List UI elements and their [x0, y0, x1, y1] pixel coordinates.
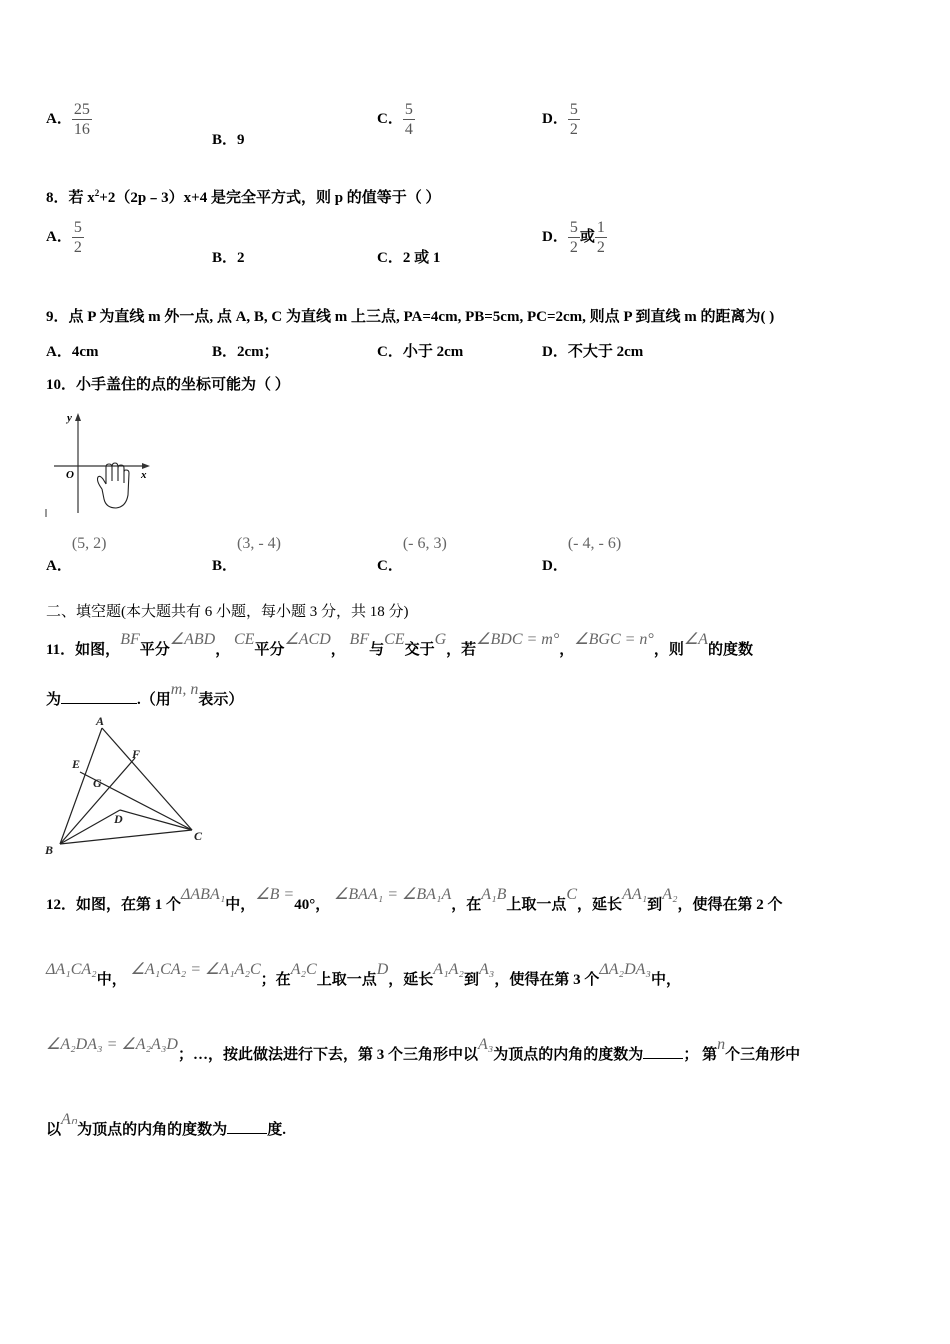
- answer-blank[interactable]: [643, 1044, 683, 1059]
- label-f: F: [132, 747, 141, 761]
- fraction: $\frac{5}{2}$: [73, 219, 82, 256]
- section-heading: 二、填空题(本大题共有 6 小题，每小题 3 分，共 18 分): [46, 604, 409, 620]
- q10-option-a[interactable]: A．(5, 2): [46, 535, 107, 574]
- q7-option-d[interactable]: D． $\frac{5}{2}$: [542, 101, 578, 138]
- fraction: $\frac{1}{2}$: [596, 219, 605, 256]
- fraction: $\frac{5}{2}$: [569, 101, 578, 138]
- label-g: G: [93, 776, 102, 790]
- label-e: E: [72, 757, 81, 771]
- q11-stem-line1: 11．如图，BF平分∠ABD， CE平分∠ACD， BF与CE交于G，若∠BDC = m°，∠BGC = n°，则∠A的度数: [46, 631, 753, 658]
- q10-option-d[interactable]: D．(- 4, - 6): [542, 535, 622, 574]
- q7-option-c[interactable]: C． $\frac{5}{4}$: [377, 101, 413, 138]
- q7-option-a[interactable]: A． $\frac{25}{16}$: [46, 101, 90, 138]
- q10-stem: 10．小手盖住的点的坐标可能为（ ）: [46, 377, 290, 393]
- fraction: $\frac{5}{2}$: [569, 219, 578, 256]
- origin-label: O: [66, 469, 74, 481]
- answer-blank[interactable]: [61, 689, 137, 704]
- q7-option-b[interactable]: B．9: [212, 132, 245, 148]
- q8-option-c[interactable]: C．2 或 1: [377, 250, 441, 266]
- q12-line1: 12．如图，在第 1 个ΔABA₁中，∠B =40°， ∠BAA₁ = ∠BA₁A，在A₁B上取一点C，延长AA₁到A₂，使得在第 2 个: [46, 886, 783, 913]
- q12-line4: 以Aₙ为顶点的内角的度数为 度.: [46, 1111, 286, 1138]
- x-axis-label: x: [141, 469, 147, 481]
- q10-coordinate-graph: [42, 405, 162, 520]
- q9-option-b[interactable]: B．2cm；: [212, 344, 279, 360]
- q12-line3: ∠A₂DA₃ = ∠A₂A₃D；…，按此做法进行下去，第 3 个三角形中以A₃为顶点的内角的度数为 ； 第n个三角形中: [46, 1036, 801, 1063]
- q11-triangle-figure: [42, 712, 217, 862]
- hand-icon: [98, 463, 130, 508]
- label-a: A: [96, 714, 105, 728]
- label-c: C: [194, 829, 203, 843]
- q9-option-d[interactable]: D．不大于 2cm: [542, 344, 644, 360]
- q10-option-c[interactable]: C．(- 6, 3): [377, 535, 447, 574]
- q9-option-a[interactable]: A．4cm: [46, 344, 99, 360]
- q11-stem-line2: 为 .（用m, n表示）: [46, 681, 244, 708]
- q8-stem: 8．若 $x^2+2(2p﹣3)x+4$ 是完全平方式，则 p 的值等于（ ）: [46, 188, 441, 206]
- fraction: $\frac{25}{16}$: [73, 101, 90, 138]
- answer-blank[interactable]: [227, 1119, 267, 1134]
- q9-stem: 9．点 P 为直线 m 外一点, 点 A, B, C 为直线 m 上三点, PA=4cm, PB=5cm, PC=2cm, 则点 P 到直线 m 的距离为( ): [46, 309, 775, 325]
- q8-option-a[interactable]: A． $\frac{5}{2}$: [46, 219, 82, 256]
- q8-option-b[interactable]: B．2: [212, 250, 245, 266]
- q12-line2: ΔA₁CA₂中， ∠A₁CA₂ = ∠A₁A₂C；在A₂C上取一点D，延长A₁A₂到A₃，使得在第 3 个ΔA₂DA₃中，: [46, 961, 681, 988]
- q9-option-c[interactable]: C．小于 2cm: [377, 344, 464, 360]
- label-d: D: [114, 812, 123, 826]
- label-b: B: [45, 843, 54, 857]
- q8-option-d[interactable]: D． $\frac{5}{2}$ 或 $\frac{1}{2}$: [542, 219, 605, 256]
- y-axis-label: y: [67, 412, 72, 424]
- fraction: $\frac{5}{4}$: [404, 101, 413, 138]
- q10-option-b[interactable]: B．(3, - 4): [212, 535, 281, 574]
